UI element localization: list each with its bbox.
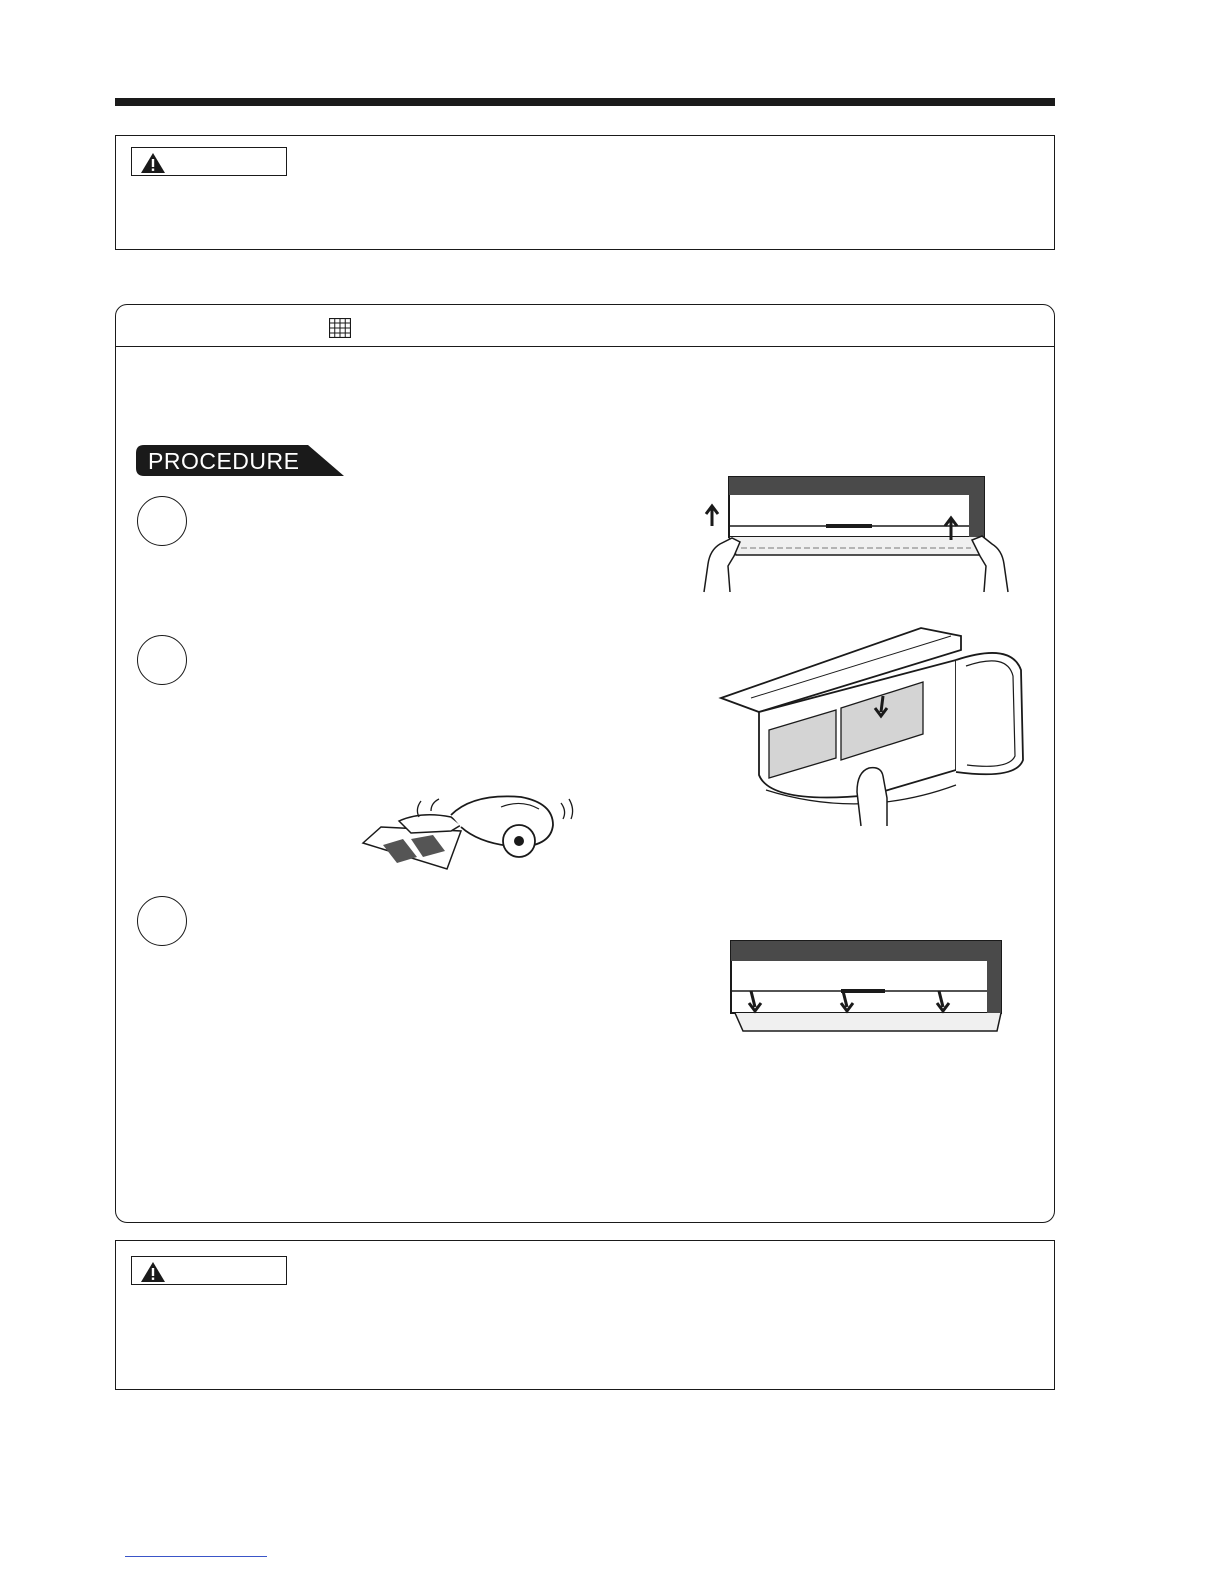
step-1-marker [137, 496, 187, 546]
step-3-marker [137, 896, 187, 946]
remove-air-filter-illustration [711, 620, 1031, 830]
step-2-marker [137, 635, 187, 685]
procedure-label: PROCEDURE [148, 448, 300, 474]
caution-box-top [115, 135, 1055, 250]
vacuum-filter-illustration [361, 785, 581, 900]
close-front-panel-illustration [721, 933, 1016, 1038]
panel-header-divider [116, 346, 1054, 347]
warning-triangle-icon [140, 1261, 166, 1283]
caution-box-bottom [115, 1240, 1055, 1390]
warning-triangle-icon [140, 152, 166, 174]
procedure-tag [136, 445, 344, 476]
caution-badge [131, 147, 287, 176]
section-heading-rule [115, 98, 1055, 106]
cleaning-procedure-panel [115, 304, 1055, 1223]
filter-grid-icon [329, 318, 351, 338]
footer-link-underline[interactable] [125, 1556, 267, 1557]
lift-front-panel-illustration [696, 470, 1016, 595]
caution-badge [131, 1256, 287, 1285]
